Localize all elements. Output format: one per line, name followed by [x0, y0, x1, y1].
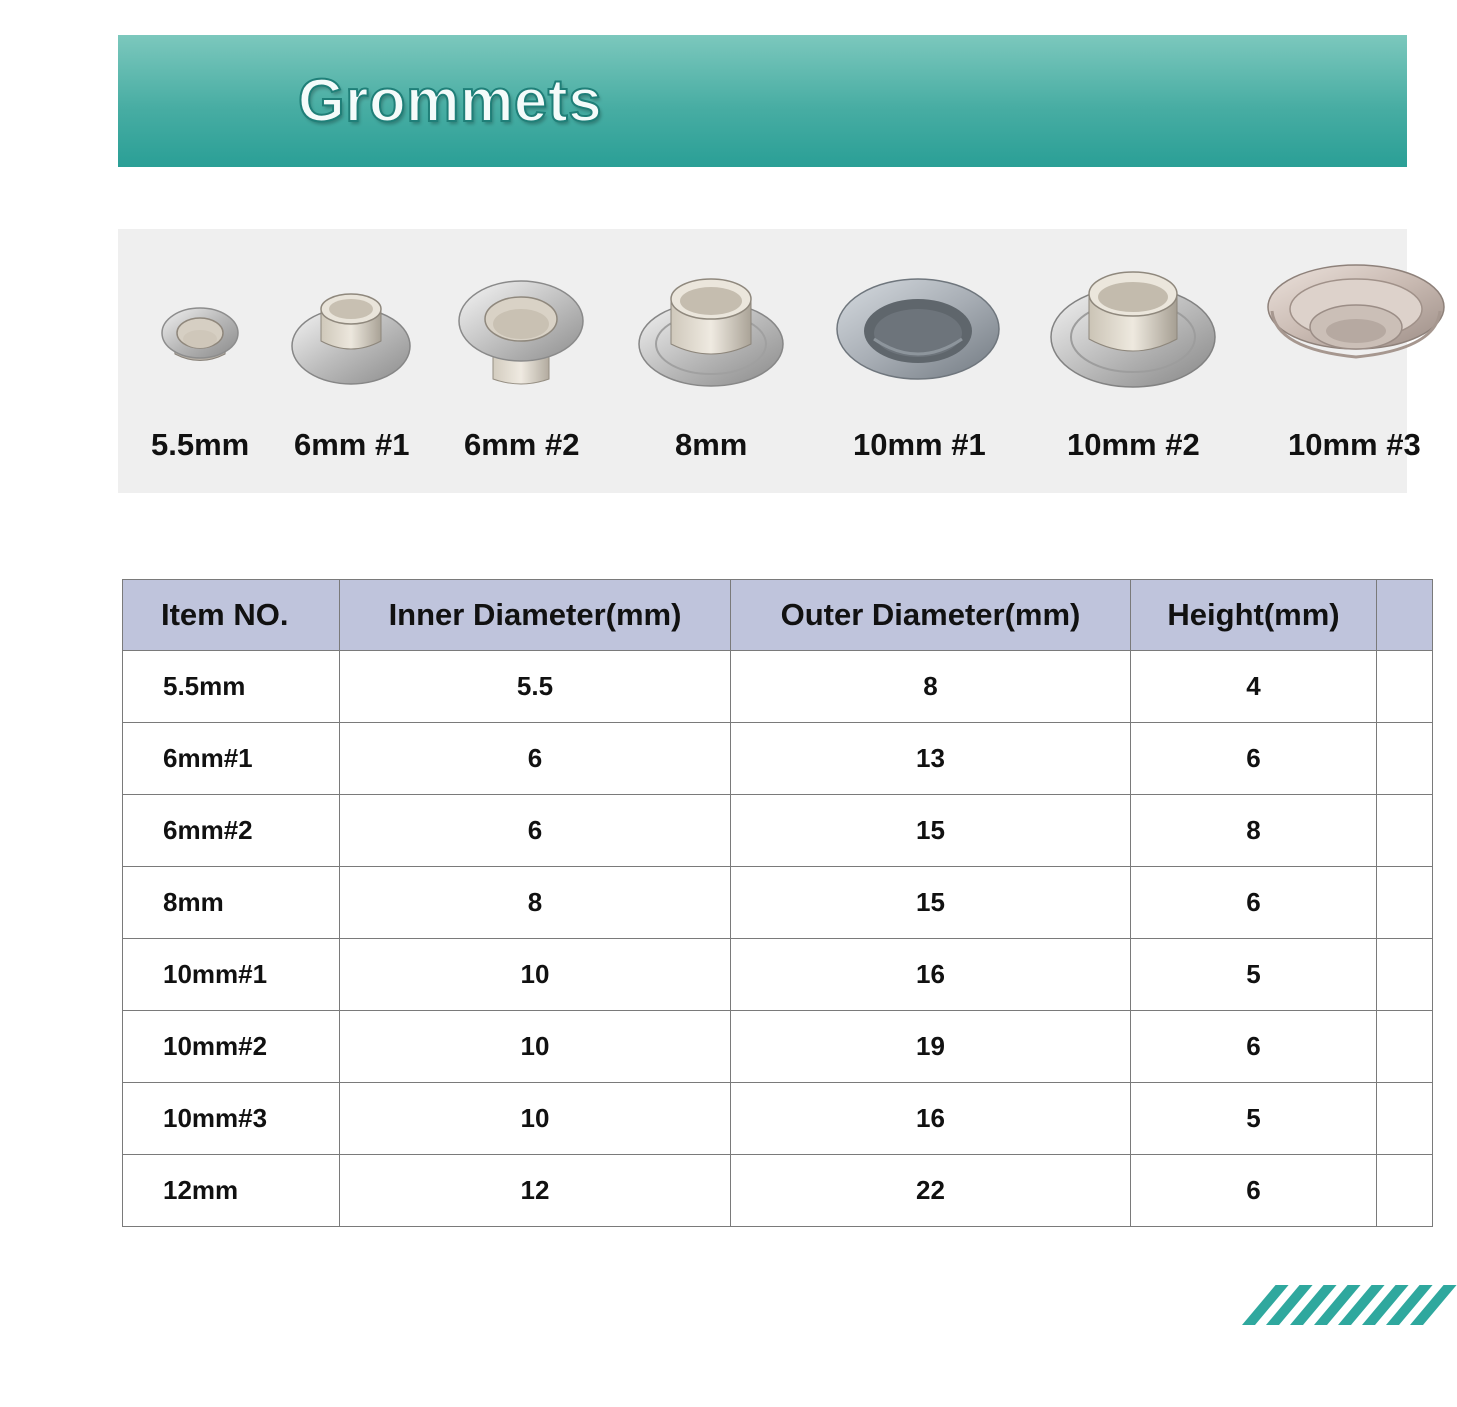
cell-outer: 16: [731, 1083, 1131, 1155]
decorative-stripes: [1208, 1285, 1407, 1325]
cell-height: 5: [1131, 1083, 1377, 1155]
cell-outer: 13: [731, 723, 1131, 795]
cell-extra: [1377, 867, 1433, 939]
grommet-8mm-image: [638, 229, 788, 389]
cell-inner: 8: [340, 867, 731, 939]
spec-table: [122, 579, 1433, 1227]
cell-height: 6: [1131, 1011, 1377, 1083]
product-5-5mm: [148, 229, 258, 493]
product-label: 6mm #1: [294, 427, 410, 462]
table-row: [123, 723, 1433, 795]
cell-item: 10mm#1: [123, 939, 340, 1011]
cell-item: 8mm: [123, 867, 340, 939]
cell-height: 4: [1131, 651, 1377, 723]
cell-height: 6: [1131, 867, 1377, 939]
header-item-no: Item NO.: [123, 580, 340, 651]
product-label: 10mm #3: [1288, 427, 1421, 462]
cell-extra: [1377, 795, 1433, 867]
cell-inner: 10: [340, 1011, 731, 1083]
product-10mm-3: [1268, 229, 1421, 493]
table-row: [123, 867, 1433, 939]
header-inner-diameter: Inner Diameter(mm): [340, 580, 731, 651]
cell-outer: 15: [731, 795, 1131, 867]
grommet-10mm-1-image: [836, 229, 1006, 389]
cell-inner: 5.5: [340, 651, 731, 723]
cell-outer: 8: [731, 651, 1131, 723]
cell-item: 10mm#2: [123, 1011, 340, 1083]
header-extra: [1377, 580, 1433, 651]
cell-inner: 12: [340, 1155, 731, 1227]
cell-outer: 16: [731, 939, 1131, 1011]
cell-extra: [1377, 939, 1433, 1011]
cell-extra: [1377, 723, 1433, 795]
header-height: Height(mm): [1131, 580, 1377, 651]
product-label: 10mm #2: [1067, 427, 1200, 462]
title-banner: [118, 35, 1407, 167]
table-row: [123, 1155, 1433, 1227]
cell-item: 12mm: [123, 1155, 340, 1227]
product-8mm: [638, 229, 788, 493]
cell-inner: 6: [340, 795, 731, 867]
cell-item: 10mm#3: [123, 1083, 340, 1155]
grommet-5-5mm-image: [148, 229, 258, 369]
cell-inner: 10: [340, 939, 731, 1011]
cell-outer: 19: [731, 1011, 1131, 1083]
product-label: 8mm: [675, 427, 748, 462]
table-row: [123, 1011, 1433, 1083]
cell-item: 5.5mm: [123, 651, 340, 723]
grommet-10mm-2-image: [1051, 229, 1221, 389]
product-label: 5.5mm: [151, 427, 250, 462]
grommet-6mm-2-image: [458, 229, 598, 389]
cell-outer: 15: [731, 867, 1131, 939]
table-header-row: [123, 580, 1433, 651]
cell-height: 8: [1131, 795, 1377, 867]
table-row: [123, 651, 1433, 723]
cell-inner: 6: [340, 723, 731, 795]
cell-inner: 10: [340, 1083, 731, 1155]
table-row: [123, 939, 1433, 1011]
grommet-6mm-1-image: [288, 229, 418, 389]
product-6mm-2: [458, 229, 598, 493]
product-10mm-2: [1051, 229, 1221, 493]
product-gallery: [118, 229, 1421, 493]
page-title: Grommets: [298, 67, 603, 134]
grommet-10mm-3-image: [1268, 229, 1438, 389]
cell-extra: [1377, 1011, 1433, 1083]
product-10mm-1: [836, 229, 1006, 493]
cell-height: 5: [1131, 939, 1377, 1011]
cell-height: 6: [1131, 1155, 1377, 1227]
cell-extra: [1377, 1155, 1433, 1227]
product-label: 6mm #2: [464, 427, 580, 462]
cell-extra: [1377, 651, 1433, 723]
cell-extra: [1377, 1083, 1433, 1155]
cell-item: 6mm#1: [123, 723, 340, 795]
cell-item: 6mm#2: [123, 795, 340, 867]
header-outer-diameter: Outer Diameter(mm): [731, 580, 1131, 651]
table-row: [123, 795, 1433, 867]
cell-outer: 22: [731, 1155, 1131, 1227]
cell-height: 6: [1131, 723, 1377, 795]
product-6mm-1: [288, 229, 418, 493]
table-row: [123, 1083, 1433, 1155]
product-label: 10mm #1: [853, 427, 986, 462]
